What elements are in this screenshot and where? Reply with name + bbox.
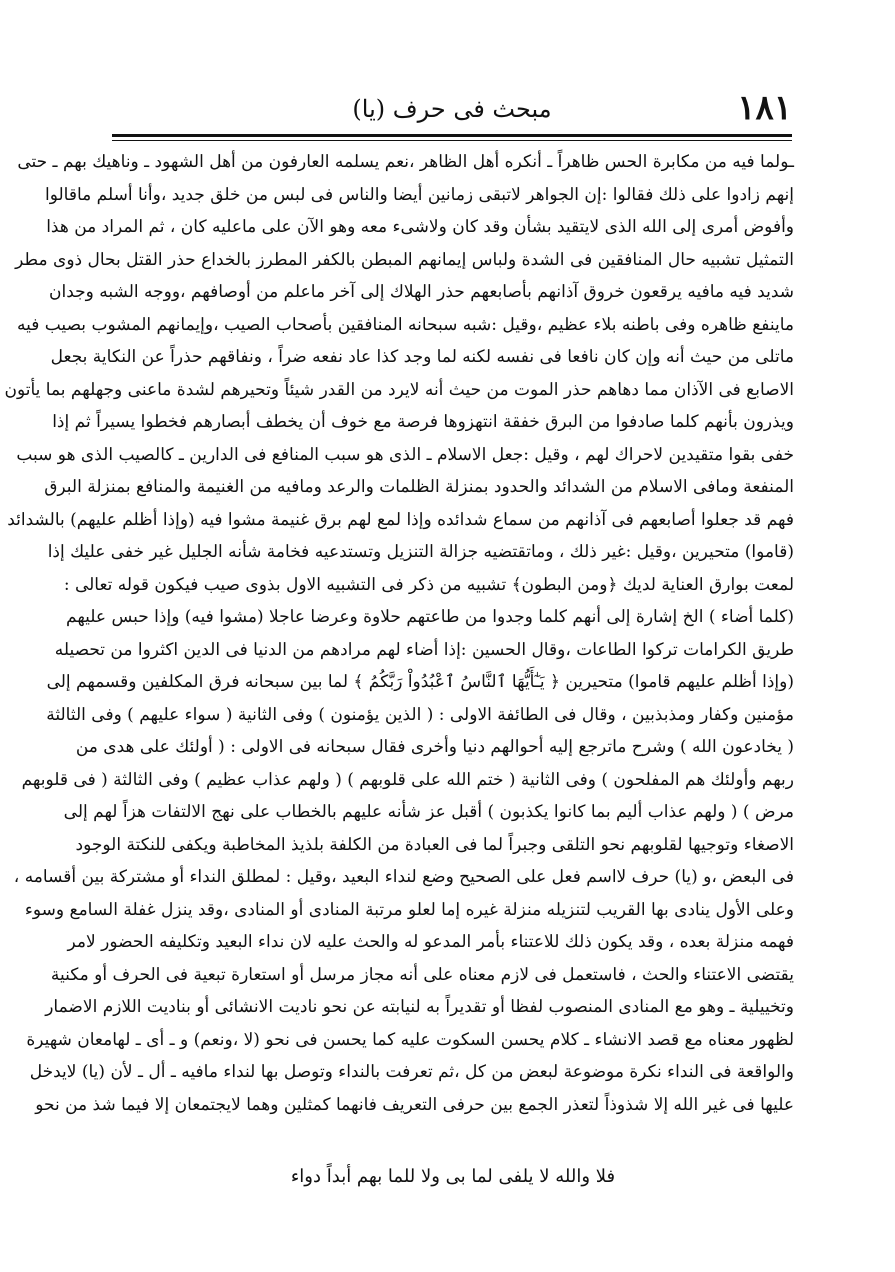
text-line: فهمه منزلة بعده ، وقد يكون ذلك للاعتناء بأمر المدعو له والحث عليه لان نداء البعيد وتكليفه الحضور لامر <box>67 932 794 952</box>
text-line: يقتضى الاعتناء والحث ، فاستعمل فى لازم معناه على أنه مجاز مرسل أو استعارة تبعية فى الحرف أو مكنية <box>50 964 794 985</box>
text-line: التمثيل تشبيه حال المنافقين فى الشدة ولباس إيمانهم المبطن بالكفر المطرز بالخداع حذر القتل بحال ذوى مطر <box>15 249 794 270</box>
page-number: ١٨١ <box>737 88 792 128</box>
text-line: شديد فيه مافيه يرقعون خروق آذانهم بأصابعهم حذر الهلاك إلى آخر ماعلم من أوصافهم ،ووجه الشبه وجدان <box>49 282 794 302</box>
text-line: طريق الكرامات تركوا الطاعات ،وقال الحسين :إذا أضاء لهم مرادهم من الدنيا فى الدين اكثروا من تحصيله <box>54 639 794 660</box>
poetry-verse: فلا والله لا يلفى لما بى ولا للما بهم أبداً دواء <box>290 1166 616 1187</box>
text-line: (وإذا أظلم عليهم قاموا) متحيرين ﴿ يَـٰٓأَيُّهَا ٱلنَّاسُ ٱعْبُدُواْ رَبَّكُمُ ﴾ لما بين سبحانه فرق المكلفين وقسمهم إلى <box>46 672 794 692</box>
text-line: ( يخادعون الله ) وشرح ماترجع إليه أحوالهم دنيا وأخرى فقال سبحانه فى الاولى : ( أولئك على هدى من <box>75 737 794 757</box>
text-line: عليها فى غير الله إلا شذوذاً لتعذر الجمع بين حرفى التعريف فانهما كمثلين وهما لايجتمعان إلا فيما شذ من نحو <box>35 1094 794 1115</box>
text-line: (كلما أضاء ) الخ إشارة إلى أنهم كلما وجدوا من طاعتهم حلاوة وعرضا عاجلا (مشوا فيه) وإذا حبس عليهم <box>66 607 794 627</box>
text-line: والواقعة فى النداء نكرة موضوعة لبعض من كل ،ثم تعرفت بالنداء وتوصل بها لنداء مافيه ـ أل ـ لأن (يا) لايدخل <box>29 1062 794 1082</box>
text-line: ماتلى من حيث أنه وإن كان نافعا فى نفسه لكنه لما وجد كذا عاد نفعه ضراً ، ونفاقهم حذراً عن النكاية بجعل <box>50 347 794 367</box>
text-line: فهم قد جعلوا أصابعهم فى آذانهم من سماع شدائده وإذا لمع لهم برق غنيمة مشوا فيه (وإذا أظلم عليهم) بالشدائد <box>7 509 794 530</box>
text-line: (قاموا) متحيرين ،وقيل :غير ذلك ، وماتقتضيه جزالة التنزيل وتستدعيه فخامة شأنه الجليل غير خفى عليك إذا <box>47 542 794 562</box>
text-line: الاصغاء وتوجيها لقلوبهم نحو التلقى وجبراً لما فى العبادة من الكلفة بلذيذ المخاطبة ويكفى للنكتة الوجود <box>75 834 794 855</box>
body-text <box>4 146 794 1121</box>
text-line: ماينفع ظاهره وفى باطنه بلاء عظيم ،وقيل :شبه سبحانه المنافقين بأصحاب الصيب ،وإيمانهم المشوب بصيب فيه <box>16 314 794 335</box>
header-rule-thin <box>112 140 792 141</box>
text-line: ـولما فيه من مكابرة الحس ظاهراً ـ أنكره أهل الظاهر ،نعم يسلمه العارفون من أهل الشهود ـ وناهيك بهم ـ حتى <box>17 152 794 172</box>
page-header <box>112 84 792 134</box>
text-line: إنهم زادوا على ذلك فقالوا :إن الجواهر لاتبقى زمانين أيضا والناس فى لبس من خلق جديد ،وأنا أسلم ماقالوا <box>45 184 794 205</box>
text-line: لظهور معناه مع قصد الانشاء ـ كلام يحسن السكوت عليه كما يحسن فى نحو (لا ،ونعم) و ـ أى ـ لهامعان شهيرة <box>26 1029 794 1050</box>
running-title: مبحث فى حرف (يا) <box>352 95 552 123</box>
text-line: مؤمنين وكفار ومذبذبين ، وقال فى الطائفة الاولى : ( الذين يؤمنون ) وفى الثانية ( سواء عليهم ) وفى الثالثة <box>46 704 794 725</box>
text-line: المنفعة ومافى الاسلام من الشدائد والحدود بمنزلة الظلمات والرعد ومافيه من الغنيمة والمنافع بمنزلة البرق <box>44 477 794 497</box>
text-line: مرض ) ( ولهم عذاب أليم بما كانوا يكذبون ) أقبل عز شأنه عليهم بالخطاب على نهج الالتفات هزاً لهم إلى <box>63 802 794 822</box>
text-line: الاصابع فى الآذان مما دهاهم حذر الموت من حيث أنه لايرد من القدر شيئاً وتحيرهم لشدة ماعنى وجهلهم بما يأتون <box>4 379 794 400</box>
text-line: ربهم وأولئك هم المفلحون ) وفى الثانية ( ختم الله على قلوبهم ) ( ولهم عذاب عظيم ) وفى الثالثة ( فى قلوبهم <box>21 769 794 790</box>
header-rule-thick <box>112 134 792 137</box>
text-line: وتخييلية ـ وهو مع المنادى المنصوب لفظا أو تقديراً به لنيابته عن نحو ناديت الانشائى أو بناديت اللازم الاضمار <box>45 997 794 1017</box>
text-line: فى البعض ،و (يا) حرف لااسم فعل على الصحيح وضع لنداء البعيد ،وقيل : لمطلق النداء أو مشتركة بين أقسامه ، <box>13 867 794 887</box>
text-line: لمعت بوارق العناية لديك ﴿ومن البطون﴾ تشبيه من ذكر فى التشبيه الاول بذوى صيب فيكون قوله تعالى : <box>63 574 794 595</box>
text-line: ويذرون بأنهم كلما صادفوا من البرق خفقة انتهزوها فرصة مع خوف أن يخطف أبصارهم فخطوا يسيراً ثم إذا <box>52 412 794 432</box>
text-line: وأفوض أمرى إلى الله الذى لايتقيد بشأن وقد كان ولاشىء معه وهو الآن على ماعليه كان ، ثم المراد من هذا <box>46 217 794 237</box>
text-line: وعلى الأول ينادى بها القريب لتنزيله منزلة غيره إما لعلو مرتبة المنادى أو المنادى ،وقد ينزل غفلة السامع وسوء <box>24 899 794 920</box>
text-line: خفى بقوا متقيدين لاحراك لهم ، وقيل :جعل الاسلام ـ الذى هو سبب المنافع فى الدارين ـ كالصيب الذى هو سبب <box>16 444 794 465</box>
